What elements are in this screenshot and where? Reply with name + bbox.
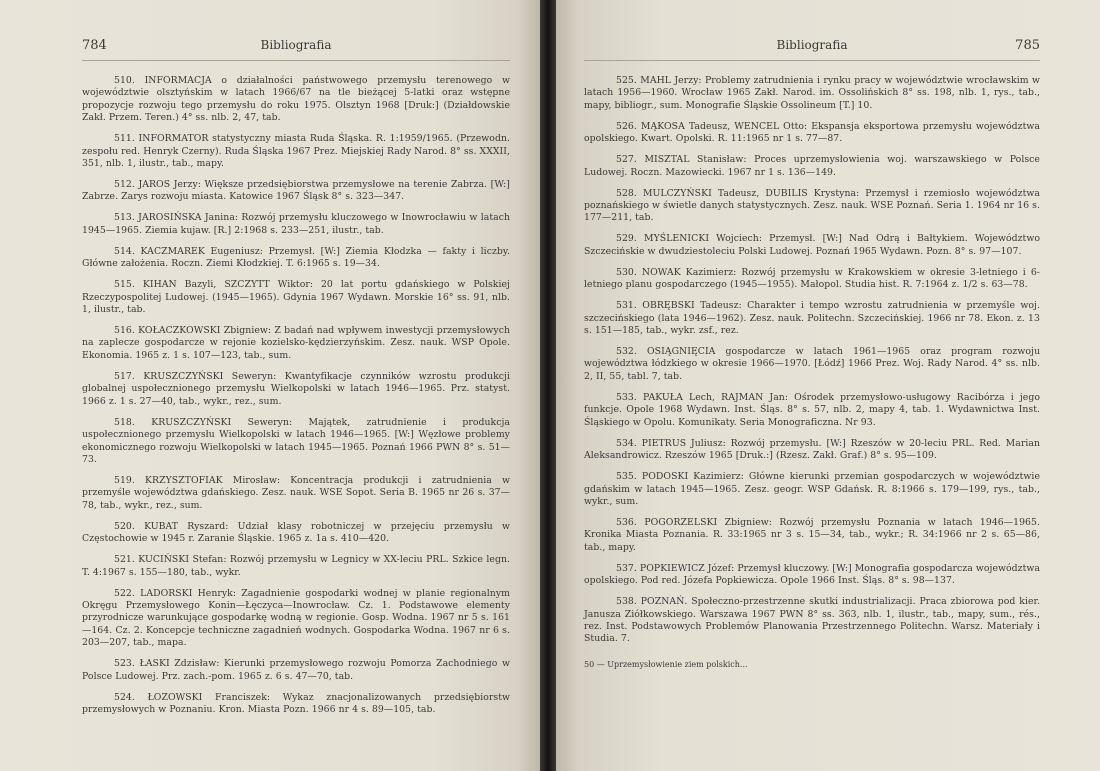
bibliography-entry: 534. PIETRUS Juliusz: Rozwój przemysłu. [W:] Rzeszów w 20-leciu PRL. Red. Marian Aleksandrowicz. Rzeszów 1965 [Druk.:] (Rzesz. Zakł. Graf.) 8° s. 95—109. [584,437,1040,462]
bibliography-entry: 537. POPKIEWICZ Józef: Przemysł kluczowy. [W:] Monografia gospodarcza województwa opolskiego. Pod red. Józefa Popkiewicza. Opole 1966 Inst. Śląs. 8° s. 98—137. [584,562,1040,587]
bibliography-entry: 519. KRZYSZTOFIAK Mirosław: Koncentracja produkcji i zatrudnienia w przemyśle województwa gdańskiego. Zesz. nauk. WSE Sopot. Seria B. 1965 nr 26 s. 37—78, tab., wykr., rez., sum. [82,474,510,511]
footnote: 50 — Uprzemysłowienie ziem polskich... [584,659,748,669]
bibliography-entry: 523. ŁASKI Zdzisław: Kierunki przemysłowego rozwoju Pomorza Zachodniego w Polsce Ludowej. Prz. zach.-pom. 1965 z. 6 s. 47—70, tab. [82,658,510,682]
page-number: 784 [82,38,107,53]
bibliography-entry: 533. PAKUŁA Lech, RAJMAN Jan: Ośrodek przemysłowo-usługowy Racibórza i jego funkcje. Opole 1968 Wydawn. Inst. Śląs. 8° s. 57, nlb. 2, mapy 4, tab. 1. Wydawnictwa Inst. Śląskiego w Opolu. Komunikaty. Seria Monograficzna. Nr 93. [584,391,1040,428]
bibliography-entry: 532. OSIĄGNIĘCIA gospodarcze w latach 1961—1965 oraz program rozwoju województwa łódzkiego w okresie 1966—1970. [Łódź] 1966 Prez. Woj. Rady Narod. 4° ss. nlb. 2, II, 55, tabl. 7, tab. [584,346,1040,382]
right-page-header [584,38,1040,61]
bibliography-entry: 514. KACZMAREK Eugeniusz: Przemysł. [W:] Ziemia Kłodzka — fakty i liczby. Główne założenia. Roczn. Ziemi Kłodzkiej. T. 6:1965 s. 19—34. [82,245,510,270]
bibliography-entry: 535. PODOSKI Kazimierz: Główne kierunki przemian gospodarczych w województwie gdańskim w latach 1945—1965. Zesz. geogr. WSP Gdańsk. R. 8:1966 s. 179—199, rys., tab., wykr., sum. [584,471,1040,507]
bibliography-entry: 510. INFORMACJA o działalności państwowego przemysłu terenowego w województwie olsztyńskim w latach 1966/67 na tle bieżącej 5-latki oraz wstępne propozycje rozwoju tego przemysłu do roku 1975. Olsztyn 1968 [Druk:] (Działdowskie Zakł. Przem. Teren.) 4° ss. nlb. 2, 47, tab. [82,75,510,124]
bibliography-entry: 521. KUCIŃSKI Stefan: Rozwój przemysłu w Legnicy w XX-leciu PRL. Szkice legn. T. 4:1967 s. 155—180, tab., wykr. [82,554,510,578]
bibliography-entry: 536. POGORZELSKI Zbigniew: Rozwój przemysłu Poznania w latach 1946—1965. Kronika Miasta Poznania. R. 33:1965 nr 3 s. 15—34, tab., wykr.; R. 34:1966 nr 2 s. 65—86, tab., mapy. [584,516,1040,553]
bibliography-entries [82,75,510,716]
bibliography-entry: 520. KUBAT Ryszard: Udział klasy robotniczej w przejęciu przemysłu w Częstochowie w 1945 r. Zaranie Śląskie. 1965 z. 1a s. 410—420. [82,520,510,545]
bibliography-entry: 538. POZNAŃ. Społeczno-przestrzenne skutki industrializacji. Praca zbiorowa pod kier. Janusza Ziółkowskiego. Warszawa 1967 PWN 8° ss. 363, nlb. 1, ilustr., tab., mapy, sum., rés., rez. Inst. Podstawowych Problemów Planowania Przestrzennego Politechn. Warsz. Materiały i Studia. 7. [584,596,1040,645]
page-number: 785 [1015,38,1040,53]
bibliography-entry: 531. OBRĘBSKI Tadeusz: Charakter i tempo wzrostu zatrudnienia w przemyśle woj. szczecińskiego (lata 1946—1962). Zesz. nauk. Politechn. Szczecińskiej. 1966 nr 78. Ekon. z. 13 s. 151—185, tab., wykr. zsf., rez. [584,300,1040,337]
bibliography-entry: 528. MULCZYŃSKI Tadeusz, DUBILIS Krystyna: Przemysł i rzemiosło województwa poznańskiego w świetle danych statystycznych. Zesz. nauk. WSE Poznań. Seria 1. 1964 nr 16 s. 177—211, tab. [584,187,1040,224]
running-title: Bibliografia [260,38,332,52]
bibliography-entry: 525. MAHL Jerzy: Problemy zatrudnienia i rynku pracy w województwie wrocławskim w latach 1956—1960. Wrocław 1965 Zakł. Narod. im. Ossolińskich 8° ss. 198, nlb. 1, rys., tab., mapy, bibliogr., sum. Monografie Śląskie Ossolineum [T.] 10. [584,75,1040,111]
bibliography-entry: 511. INFORMATOR statystyczny miasta Ruda Śląska. R. 1:1959/1965. (Przewodn. zespołu red. Henryk Czerny). Ruda Śląska 1967 Prez. Miejskiej Rady Narod. 8° ss. XXXII, 351, nlb. 1, ilustr., tab., mapy. [82,133,510,170]
bibliography-entry: 522. LADORSKI Henryk: Zagadnienie gospodarki wodnej w planie regionalnym Okręgu Przemysłowego Konin—Łęczyca—Inowrocław. Cz. 1. Podstawowe elementy przyrodnicze warunkujące gospodarkę wodną w regionie. Gosp. Wodna. 1967 nr 5 s. 161—164. Cz. 2. Koncepcje techniczne zagadnień wodnych. Gospodarka Wodna. 1967 nr 6 s. 203—207, tab., mapa. [82,587,510,649]
bibliography-entry: 518. KRUSZCZYŃSKI Seweryn: Majątek, zatrudnienie i produkcja uspołecznionego przemysłu Wielkopolski w latach 1946—1965. [W:] Węzłowe problemy ekonomicznego rozwoju Wielkopolski w latach 1945—1965. Poznań 1966 PWN 8° s. 51—73. [82,416,510,465]
right-page [556,0,1100,771]
bibliography-entry: 513. JAROSIŃSKA Janina: Rozwój przemysłu kluczowego w Inowrocławiu w latach 1945—1965. Ziemia kujaw. [R.] 2:1968 s. 233—251, ilustr., tab. [82,212,510,236]
bibliography-entry: 529. MYŚLENICKI Wojciech: Przemysł. [W:] Nad Odrą i Bałtykiem. Województwo Szczecińskie w dwudziestoleciu Polski Ludowej. Poznań 1965 Wydawn. Pozn. 8° s. 97—107. [584,233,1040,257]
bibliography-entry: 515. KIHAN Bazyli, SZCZYTT Wiktor: 20 lat portu gdańskiego w Polskiej Rzeczypospolitej Ludowej. (1945—1965). Gdynia 1967 Wydawn. Morskie 16° ss. 91, nlb. 1, ilustr., tab. [82,279,510,316]
bibliography-entry: 516. KOŁACZKOWSKI Zbigniew: Z badań nad wpływem inwestycji przemysłowych na zaplecze gospodarcze w rejonie kozielsko-kędzierzyńskim. Zesz. nauk. WSP Opole. Ekonomia. 1965 z. 1 s. 107—123, tab., sum. [82,325,510,361]
bibliography-entry: 517. KRUSZCZYŃSKI Seweryn: Kwantyfikacje czynników wzrostu produkcji globalnej uspołecznionego przemysłu Wielkopolski w latach 1946—1965. Prz. statyst. 1966 z. 1 s. 27—40, tab., wykr., rez., sum. [82,370,510,407]
bibliography-entry: 512. JAROS Jerzy: Większe przedsiębiorstwa przemysłowe na terenie Zabrza. [W:] Zabrze. Zarys rozwoju miasta. Katowice 1967 Śląsk 8° s. 323—347. [82,179,510,203]
bibliography-entry: 524. ŁOZOWSKI Franciszek: Wykaz znacjonalizowanych przedsiębiorstw przemysłowych w Poznaniu. Kron. Miasta Pozn. 1966 nr 4 s. 89—105, tab. [82,691,510,715]
bibliography-entry: 526. MĄKOSA Tadeusz, WENCEL Otto: Ekspansja eksportowa przemysłu województwa opolskiego. Kwart. Opolski. R. 11:1965 nr 1 s. 77—87. [584,120,1040,145]
bibliography-entries [584,75,1040,646]
left-page-header [82,38,510,61]
bibliography-entry: 527. MISZTAL Stanisław: Proces uprzemysłowienia woj. warszawskiego w Polsce Ludowej. Roczn. Mazowiecki. 1967 nr 1 s. 136—149. [584,154,1040,178]
bibliography-entry: 530. NOWAK Kazimierz: Rozwój przemysłu w Krakowskiem w okresie 3-letniego i 6-letniego planu gospodarczego (1945—1955). Małopol. Studia hist. R. 7:1964 z. 1/2 s. 63—78. [584,266,1040,291]
left-page [0,0,540,771]
running-title: Bibliografia [776,38,848,52]
book-gutter [540,0,556,771]
